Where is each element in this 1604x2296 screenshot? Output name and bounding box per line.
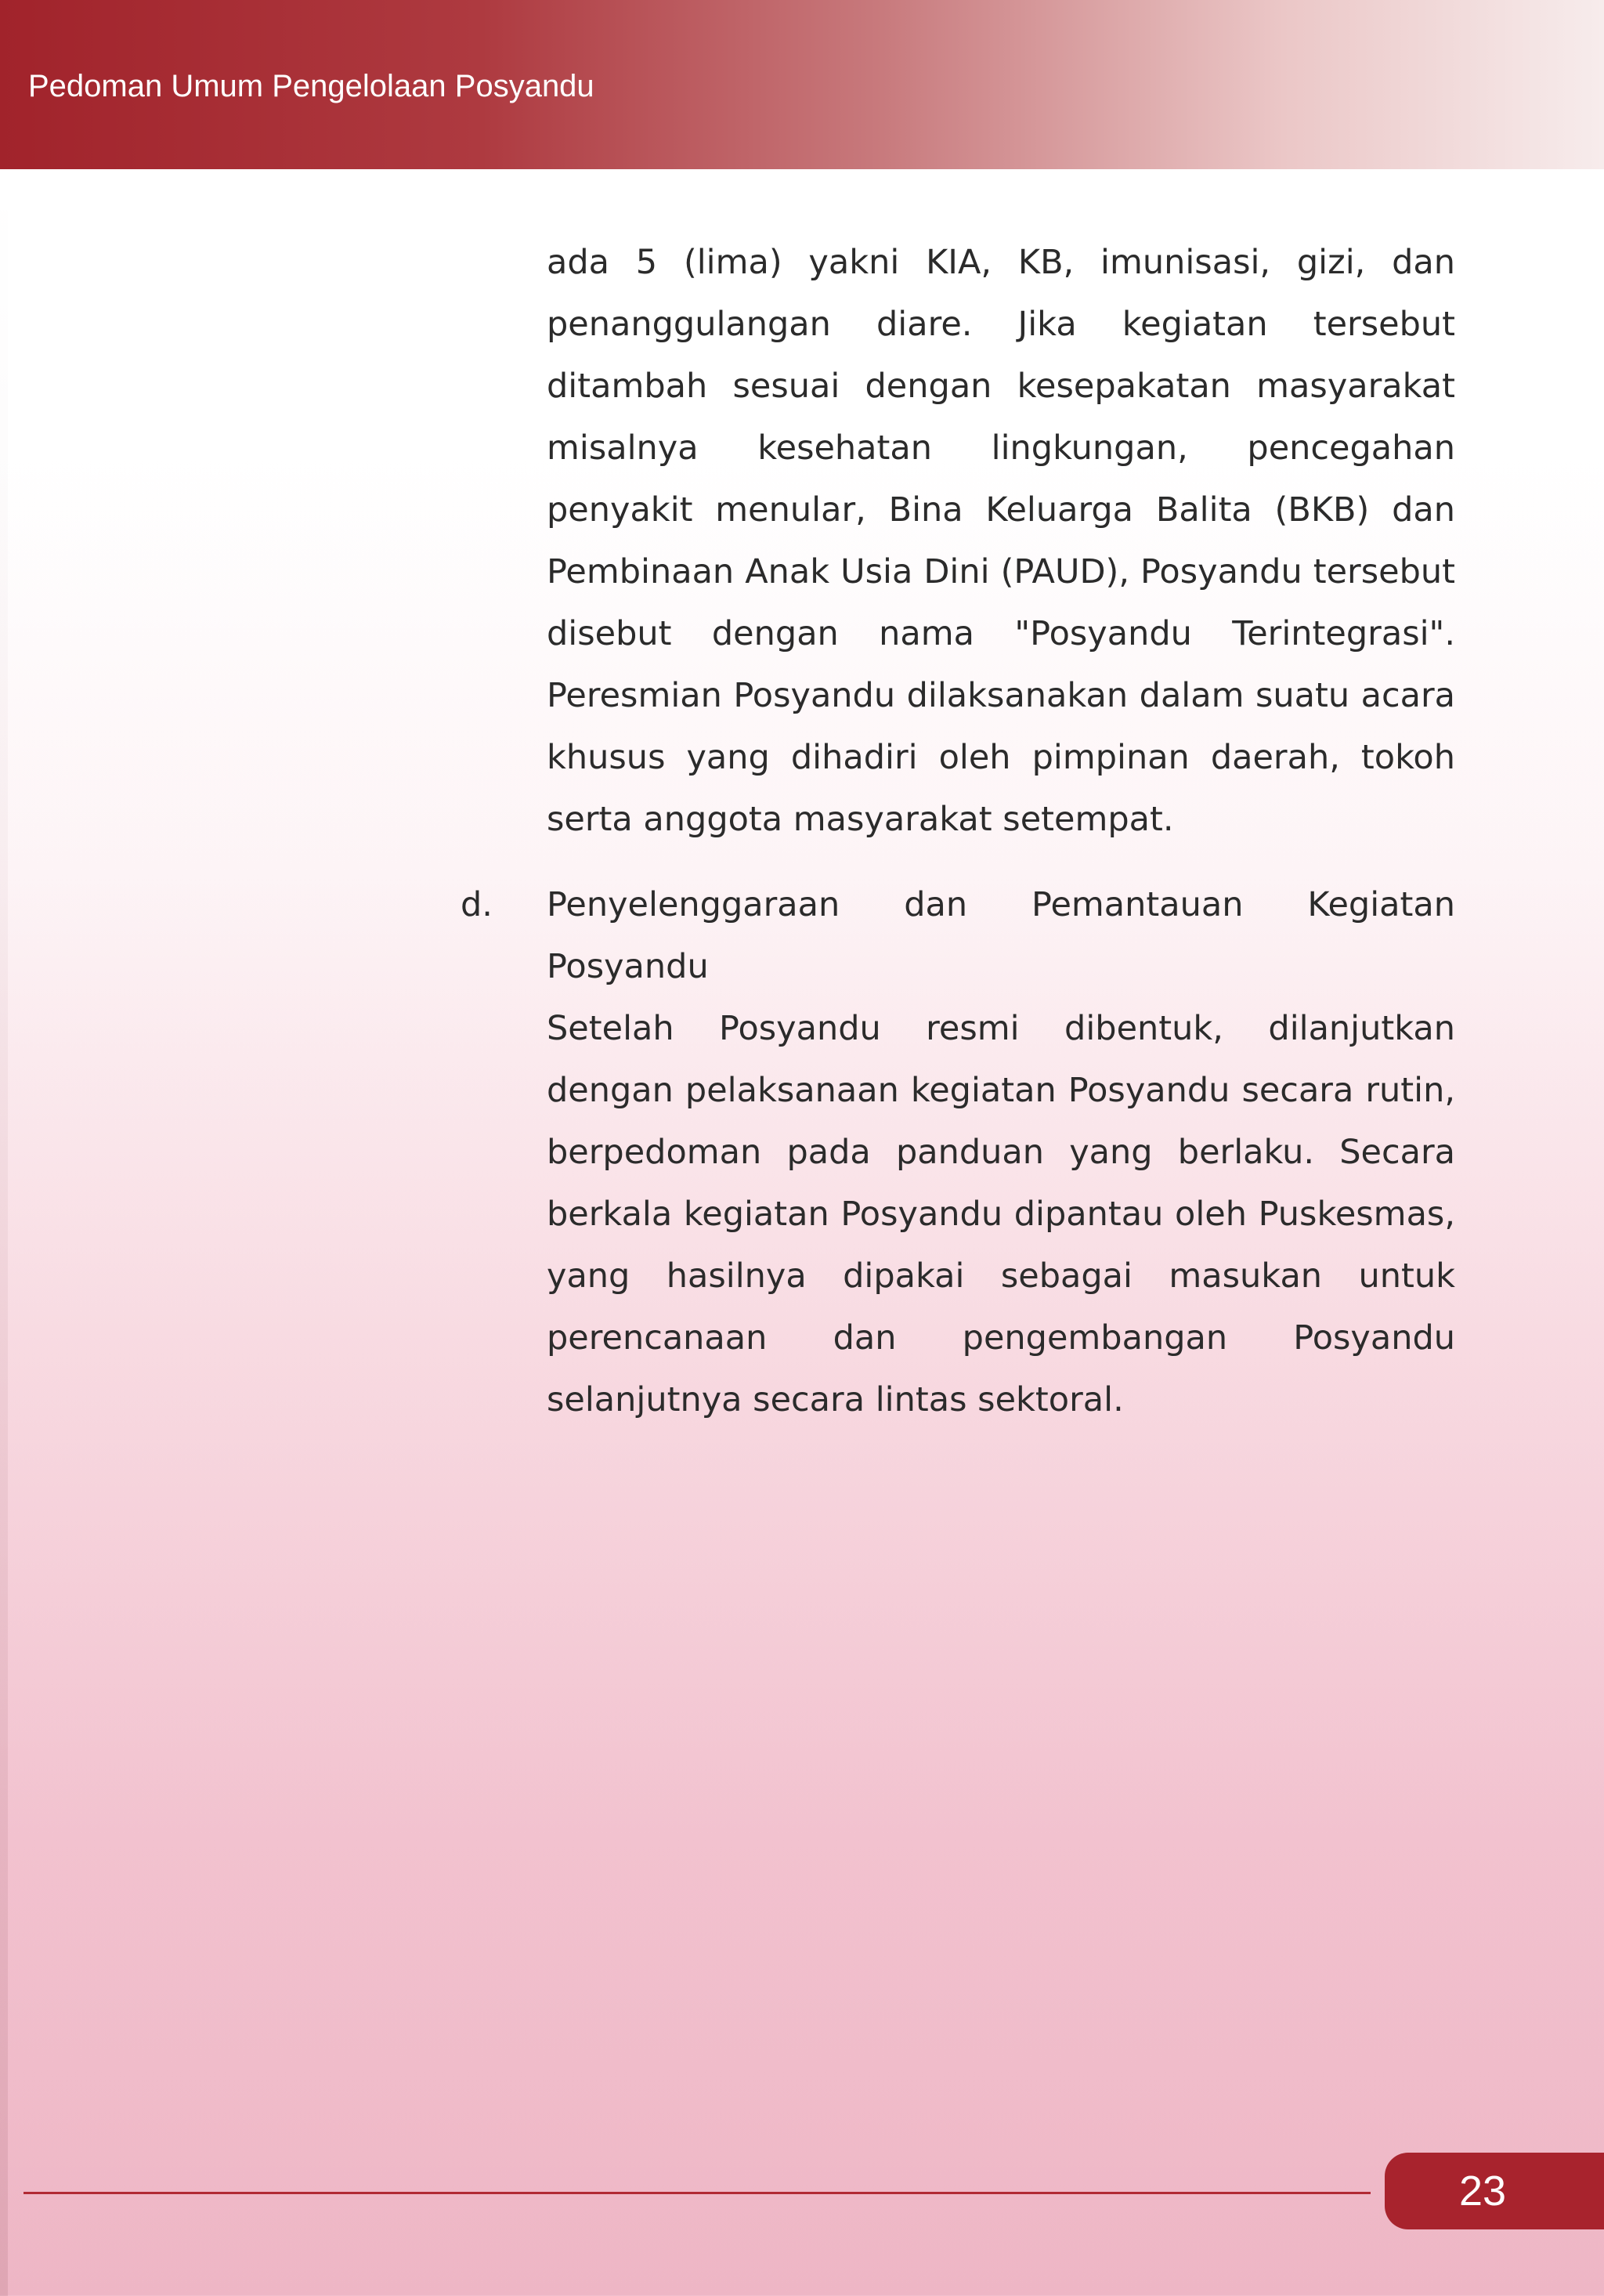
header-band: [0, 0, 1604, 169]
page-number-tab: [1385, 2153, 1604, 2229]
page-content: [461, 232, 1455, 1431]
list-item-d: [461, 874, 1455, 1431]
page-left-edge: [0, 169, 8, 2296]
list-marker: d.: [461, 885, 493, 924]
page-number: 23: [1458, 2168, 1507, 2215]
section-heading: Penyelenggaraan dan Pemantauan Kegiatan Posyandu: [547, 885, 1455, 986]
section-paragraph: Setelah Posyandu resmi dibentuk, dilanjutkan dengan pelaksanaan kegiatan Posyandu secara rutin, berpedoman pada panduan yang berlaku. Secara berkala kegiatan Posyandu dipantau oleh Puskesmas, yang hasilnya dipakai sebagai masukan untuk perencanaan dan pengembangan Posyandu selanjutnya secara lintas sektoral.: [547, 1009, 1455, 1419]
continued-paragraph: ada 5 (lima) yakni KIA, KB, imunisasi, gizi, dan penanggulangan diare. Jika kegiatan tersebut ditambah sesuai dengan kesepakatan masyarakat misalnya kesehatan lingkungan, pencegahan penyakit menular, Bina Keluarga Balita (BKB) dan Pembinaan Anak Usia Dini (PAUD), Posyandu tersebut disebut dengan nama "Posyandu Terintegrasi". Peresmian Posyandu dilaksanakan dalam suatu acara khusus yang dihadiri oleh pimpinan daerah, tokoh serta anggota masyarakat setempat.: [547, 243, 1455, 839]
footer-rule: [23, 2192, 1371, 2194]
running-header-title: Pedoman Umum Pengelolaan Posyandu: [28, 69, 594, 103]
